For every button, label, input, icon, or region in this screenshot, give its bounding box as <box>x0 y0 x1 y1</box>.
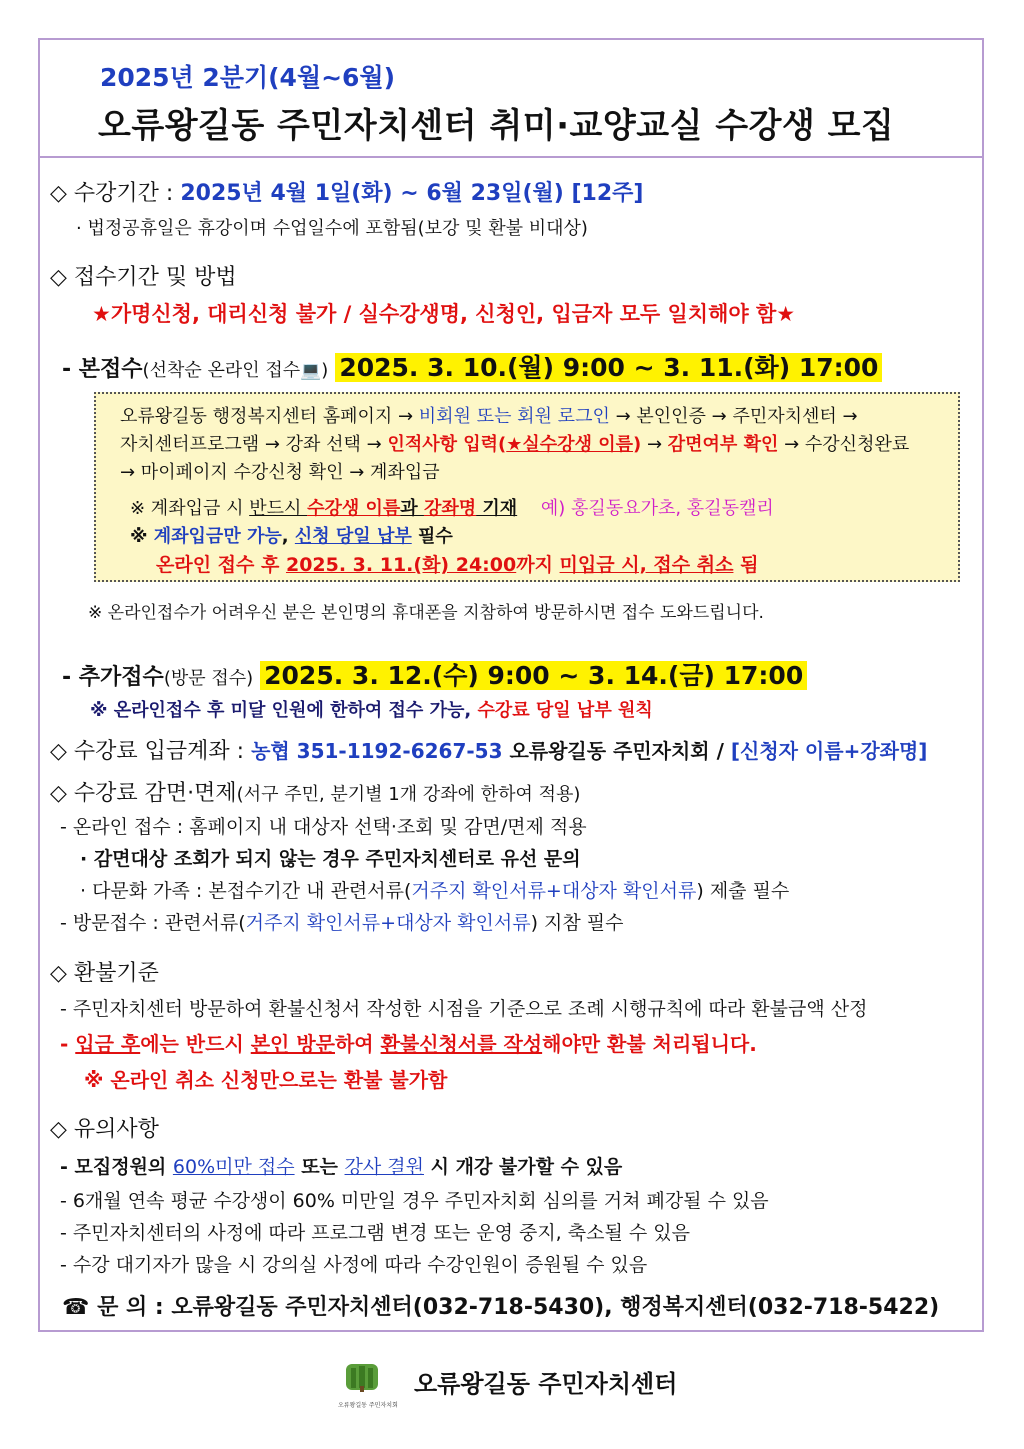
discount-label: ◇ 수강료 감면·면제 <box>50 781 237 806</box>
online-help-note: ※ 온라인접수가 어려우신 분은 본인명의 휴대폰을 지참하여 방문하시면 접수 도와드립니다. <box>88 603 764 623</box>
notice-line-3: - 주민자치센터의 사정에 따라 프로그램 변경 또는 운영 중지, 축소될 수 있음 <box>60 1222 690 1244</box>
notice-label: ◇ 유의사항 <box>50 1117 159 1142</box>
note-text: ※ 온라인접수 후 미달 인원에 한하여 접수 가능, <box>90 700 478 721</box>
page-title: 오류왕길동 주민자치센터 취미·교양교실 수강생 모집 <box>98 106 895 146</box>
box-note-1 <box>130 494 774 520</box>
note-deadline: 2025. 3. 11.(화) 24:00 <box>285 554 517 576</box>
required-docs: 거주지 확인서류+대상자 확인서류 <box>245 912 531 934</box>
account-holder: 오류왕길동 주민자치회 / <box>502 739 731 763</box>
real-name-step: ★실수강생 이름 <box>506 434 633 455</box>
notice-no-instructor: 강사 결원 <box>344 1156 424 1178</box>
notice-frame <box>38 38 984 1332</box>
discount-line-1: - 온라인 접수 : 홈페이지 내 대상자 선택·조회 및 감면/면제 적용 <box>60 816 587 838</box>
note-text: - <box>60 1032 76 1056</box>
steps-text: → <box>641 434 668 455</box>
note-text: - 모집정원의 <box>60 1156 173 1178</box>
discount-line <box>50 776 580 807</box>
refund-line-1: - 주민자치센터 방문하여 환불신청서 작성한 시점을 기준으로 조례 시행규칙에 따라 환불금액 산정 <box>60 998 868 1020</box>
note-student-name: 수강생 이름 <box>307 498 401 519</box>
note-text: 해야만 환불 처리됩니다. <box>542 1032 757 1056</box>
online-steps-box <box>94 392 960 582</box>
account-bank: 농협 351-1192-6267-53 <box>251 739 503 763</box>
reception-label: ◇ 접수기간 및 방법 <box>50 265 237 290</box>
steps-text: 오류왕길동 행정복지센터 홈페이지 → <box>120 406 419 427</box>
note-example: 예) 홍길동요가초, 홍길동캘리 <box>540 498 774 519</box>
note-same-day-payment: 수강료 당일 납부 원칙 <box>477 700 653 721</box>
note-text: 시 개강 불가할 수 있음 <box>424 1156 623 1178</box>
notice-line-2: - 6개월 연속 평균 수강생이 60% 미만일 경우 주민자치회 심의를 거쳐 폐강될 수 있음 <box>60 1190 769 1212</box>
notice-min-enroll: 60%미만 접수 <box>172 1156 295 1178</box>
note-text: 에는 반드시 <box>140 1032 251 1056</box>
steps-text: → 수강신청완료 <box>778 434 910 455</box>
steps-text: → 본인인증 → 주민자치센터 → <box>609 406 858 427</box>
main-reception-line <box>62 348 882 384</box>
box-note-3 <box>156 550 758 577</box>
discount-paren: (서구 주민, 분기별 1개 강좌에 한하여 적용) <box>236 784 581 805</box>
account-memo: [신청자 이름+강좌명] <box>730 739 928 763</box>
main-reception-label: - 본접수 <box>62 357 143 382</box>
note-course-name: 강좌명 <box>423 498 477 519</box>
box-note-2 <box>130 522 453 548</box>
footer-org: 오류왕길동 주민자치센터 <box>414 1370 678 1398</box>
extra-reception-line <box>62 656 807 692</box>
tree-logo-icon <box>342 1360 382 1400</box>
steps-text: ) <box>633 434 642 455</box>
discount-line-3 <box>80 876 789 903</box>
note-text: 과 <box>400 498 424 519</box>
note-cancel: 미입금 시, 접수 취소 <box>559 554 734 576</box>
steps-line-2 <box>120 430 909 456</box>
steps-line-1 <box>120 402 858 428</box>
discount-line-2: · 감면대상 조회가 되지 않는 경우 주민자치센터로 유선 문의 <box>80 848 581 870</box>
notice-line-1 <box>60 1152 622 1179</box>
account-label: ◇ 수강료 입금계좌 : <box>50 739 252 764</box>
main-reception-paren: (선착순 온라인 접수 <box>142 360 301 381</box>
refund-visit: 본인 방문 <box>250 1032 335 1056</box>
note-text: ※ 계좌입금 시 <box>130 498 250 519</box>
account-line <box>50 734 927 765</box>
personal-info-step: 인적사항 입력( <box>387 434 507 455</box>
note-text: 필수 <box>411 526 453 547</box>
refund-line-2 <box>60 1028 757 1057</box>
laptop-icon: 💻 <box>300 361 322 381</box>
extra-reception-paren: (방문 접수) <box>163 668 254 689</box>
note-text: 온라인 접수 후 <box>156 554 286 576</box>
note-text: - 방문접수 : 관련서류( <box>60 912 246 934</box>
steps-line-3: → 마이페이지 수강신청 확인 → 계좌입금 <box>120 462 440 483</box>
login-step: 비회원 또는 회원 로그인 <box>418 406 610 427</box>
logo-caption: 오류왕길동 주민자치회 <box>338 1402 398 1409</box>
note-text: 까지 <box>516 554 560 576</box>
header <box>40 40 982 158</box>
main-reception-paren-close: ) <box>321 360 329 381</box>
note-text: 됨 <box>733 554 759 576</box>
notice-line-4: - 수강 대기자가 많을 시 강의실 사정에 따라 수강인원이 증원될 수 있음 <box>60 1254 648 1276</box>
note-text: 하여 <box>334 1032 381 1056</box>
discount-check-step: 감면여부 확인 <box>667 434 779 455</box>
phone-icon: ☎ <box>62 1295 90 1320</box>
note-text: 반드시 <box>249 498 308 519</box>
discount-line-4 <box>60 908 624 935</box>
contact-line <box>62 1290 939 1321</box>
note-text: , <box>281 526 295 547</box>
extra-reception-date: 2025. 3. 12.(수) 9:00 ~ 3. 14.(금) 17:00 <box>260 661 807 690</box>
note-text: ) 제출 필수 <box>696 880 790 902</box>
note-text: 또는 <box>294 1156 345 1178</box>
note-text: ) 지참 필수 <box>530 912 624 934</box>
refund-form: 환불신청서를 작성 <box>380 1032 543 1056</box>
period-line <box>50 176 643 207</box>
main-reception-date: 2025. 3. 10.(월) 9:00 ~ 3. 11.(화) 17:00 <box>335 353 882 382</box>
note-text: · 다문화 가족 : 본접수기간 내 관련서류( <box>80 880 412 902</box>
extra-reception-label: - 추가접수 <box>62 665 164 690</box>
refund-label: ◇ 환불기준 <box>50 961 159 986</box>
period-label: ◇ 수강기간 : <box>50 181 174 206</box>
steps-text: 자치센터프로그램 → 강좌 선택 → <box>120 434 388 455</box>
contact-value: 오류왕길동 주민자치센터(032-718-5430), 행정복지센터(032-718-5422) <box>171 1295 940 1320</box>
contact-label: 문 의 : <box>89 1295 172 1320</box>
note-text: 기재 <box>476 498 518 519</box>
note-text: ※ <box>130 526 154 547</box>
refund-after-payment: 입금 후 <box>75 1032 141 1056</box>
note-transfer-only: 계좌입금만 가능 <box>153 526 282 547</box>
note-same-day: 신청 당일 납부 <box>294 526 412 547</box>
extra-reception-note <box>90 696 653 722</box>
refund-line-3: ※ 온라인 취소 신청만으로는 환불 불가함 <box>84 1068 448 1092</box>
header-subtitle: 2025년 2분기(4월~6월) <box>100 63 396 92</box>
period-value: 2025년 4월 1일(화) ~ 6월 23일(월) [12주] <box>180 181 644 206</box>
reception-warning: ★가명신청, 대리신청 불가 / 실수강생명, 신청인, 입금자 모두 일치해야 함★ <box>92 302 796 326</box>
required-docs: 거주지 확인서류+대상자 확인서류 <box>411 880 697 902</box>
period-note: · 법정공휴일은 휴강이며 수업일수에 포함됨(보강 및 환불 비대상) <box>76 218 588 239</box>
